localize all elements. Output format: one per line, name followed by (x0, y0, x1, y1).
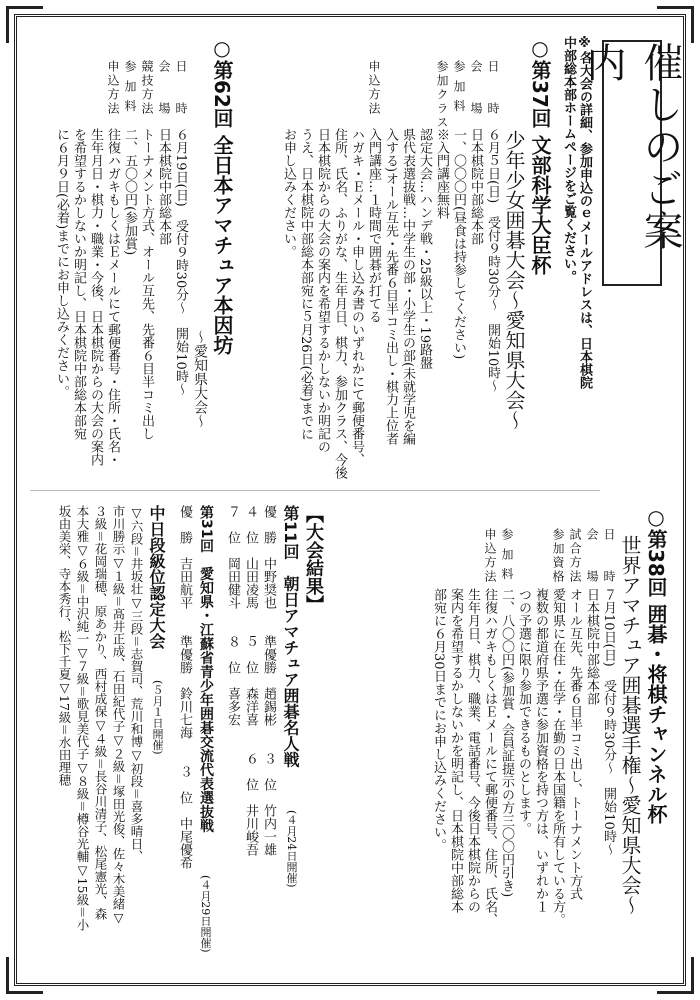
event37-line: お申し込みください。 (281, 128, 296, 258)
chunichi-result-line: ３級＝花岡瑞穂、原あかり、西村成保▽４級＝長谷川清子、松尾憲光、森 (93, 505, 108, 921)
event38-line: 日本棋院中部総本部 (584, 588, 599, 705)
event38-line: ７月10日(日) 受付９時30分～ 開始10時～ (601, 588, 616, 856)
event38-line: オール互先、先番６目半コミ出し、トーナメント方式 (567, 588, 582, 900)
event38-line: 二、八〇〇円(参加賞・会員証提示の方三〇〇円引き) (499, 588, 514, 898)
asahi-title: 第11回 朝日アマチュア囲碁名人戦 (281, 505, 300, 768)
chunichi-result-line: ▽六段＝井坂壮▽三段＝志賀司、荒川和博▽初段＝喜多晴日、 (129, 505, 144, 863)
section-divider (30, 490, 600, 491)
corner-ornament (657, 957, 694, 994)
event38-line: 案内を希望するかしないかを明記し、日本棋院中部総本 (448, 588, 463, 913)
event62-line: 日本棋院中部総本部 (156, 128, 171, 245)
chunichi-title: 中日段級位認定大会 (147, 505, 166, 649)
chunichi-result-line: 坂由美栄、寺本秀行、松下千夏▽17級＝水田理穂 (57, 505, 72, 786)
event37-label: 申込方法 (367, 60, 381, 116)
aichi-title: 第31回 愛知県・江蘇省青少年囲碁交流代表選抜戦 (198, 505, 214, 833)
event62-label: 申込方法 (106, 60, 120, 116)
event62-line: 生年月日・棋力・職業・今後、日本棋院からの大会の案内 (88, 128, 103, 466)
asahi-result-line: ７ 位 岡田健斗 ８ 位 喜多宏 (225, 505, 240, 726)
notice-line-1: ※各大会の詳細、参加申込のｅメールアドレスは、日本棋院 (577, 36, 592, 389)
event37-line: ※入門講座無料 (434, 128, 449, 219)
event37-line: うえ、日本棋院中部総本部宛に５月26日(必着)までに (298, 128, 313, 441)
aichi-date: (４月29日開催) (199, 875, 212, 953)
event38-label: 参加資格 (551, 528, 565, 584)
event38-line: つの予選に限り参加できるものとします。 (516, 588, 531, 835)
event38-label: 申込方法 (483, 528, 497, 584)
event62-subtitle: ～愛知県大会～ (192, 330, 208, 428)
chunichi-result-line: 市川勝示▽１級＝髙井正成、石田紀代子▽２級＝塚田光俊、佐々木美緒▽ (111, 505, 126, 926)
event38-label: 参 加 料 (500, 528, 514, 582)
event38-label: 試合方法 (568, 528, 582, 584)
event38-line: 往復ハガキもしくはＥメールにて郵便番号、住所、氏名、 (482, 588, 497, 926)
event37-line: 入する)オール互先・先番６目半コミ出し・棋力上位者 (383, 128, 398, 446)
event37-line: 一、〇〇〇円(昼食は持参してください) (451, 128, 466, 360)
event37-line: 日本棋院からの大会の案内を希望するかしないか明記の (315, 128, 330, 453)
event38-subtitle: 世界アマチュア囲碁選手権～愛知県大会～ (618, 535, 642, 915)
event37-label: 参 加 料 (452, 60, 466, 114)
event37-line: 日本棋院中部総本部 (468, 128, 483, 245)
event37-line: ハガキ・Ｅメール・申し込み書のいずれかにて郵便番号、 (349, 128, 364, 466)
event38-title: ○第38回 囲碁・将棋チャンネル杯 (644, 505, 668, 824)
event38-label: 日 時 (602, 528, 616, 584)
event37-line: 県代表選抜戦…中学生の部・小学生の部(未就学児を編 (400, 128, 415, 446)
corner-ornament (6, 957, 43, 994)
event62-line: ６月19日(日) 受付９時30分～ 開始10時～ (173, 128, 188, 396)
event62-line: に６月９日(必着)までにお申し込みください。 (54, 128, 69, 399)
event62-label: 会 場 (157, 60, 171, 116)
chunichi-date: (５月１日開催) (151, 680, 164, 755)
event62-label: 参 加 料 (123, 60, 137, 114)
notice-line-2: 中部総本部ホームページをご覧ください。 (561, 36, 576, 283)
event62-line: 往復ハガキもしくはＥメールにて郵便番号・住所・氏名・ (105, 128, 120, 466)
event37-label: 日 時 (486, 60, 500, 116)
event38-line: 部宛に６月30日までにお申し込みください。 (431, 588, 446, 852)
event38-line: 複数の都道府県予選に参加資格を持つ方は、いずれか１ (533, 588, 548, 913)
asahi-result-line: ４ 位 山田凌馬 ５ 位 森洋喜 ６ 位 井川峻吾 (243, 505, 258, 856)
page-title: 催しのご案内 (580, 42, 683, 252)
asahi-date: (４月24日開催) (285, 810, 298, 888)
event37-line: 入門講座…１時間で囲碁が打てる (366, 128, 381, 323)
event37-line: 認定大会…ハンデ戦・25級以上・19路盤 (417, 128, 432, 370)
event62-label: 競技方法 (140, 60, 154, 116)
event62-line: トーナメント方式、オール互先、先番６目半コミ出し (139, 128, 154, 440)
event37-line: ６月５日(日) 受付９時30分～ 開始10時～ (485, 128, 500, 393)
event62-line: 二、五〇〇円(参加賞) (122, 128, 137, 256)
corner-ornament (657, 6, 694, 43)
event38-line: 愛知県に在住・在学・在勤の日本国籍を所有している方。 (550, 588, 565, 926)
aichi-result-line: 優 勝 吉田航平 準優勝 鈴川七海 ３ 位 中尾優希 (177, 505, 192, 869)
event38-line: 生年月日、棋力、職業、電話番号、今後日本棋院からの (465, 588, 480, 913)
results-header: 【大会結果】 (303, 505, 324, 613)
asahi-result-line: 優 勝 中野奨也 準優勝 趙錫彬 ３ 位 竹内一雄 (261, 505, 276, 856)
event37-label: 会 場 (469, 60, 483, 116)
event38-label: 会 場 (585, 528, 599, 584)
event37-line: 住所、氏名、ふりがな、生年月日、棋力、参加クラス、今後 (332, 128, 347, 479)
corner-ornament (6, 6, 43, 43)
chunichi-result-line: 本大雅▽６級＝中沢純一▽７級＝歌見美代子▽８級＝樽谷光輔▽15級＝小 (75, 505, 90, 931)
event62-line: を希望するかしないか明記し、日本棋院中部総本部宛 (71, 128, 86, 440)
event62-label: 日 時 (174, 60, 188, 116)
event62-title: ○第62回 全日本アマチュア本因坊 (210, 36, 234, 355)
event37-title: ○第37回 文部科学大臣杯 (528, 36, 552, 275)
event37-subtitle: 少年少女囲碁大会～愛知県大会～ (502, 130, 526, 430)
event37-label: 参加クラス (435, 60, 449, 130)
